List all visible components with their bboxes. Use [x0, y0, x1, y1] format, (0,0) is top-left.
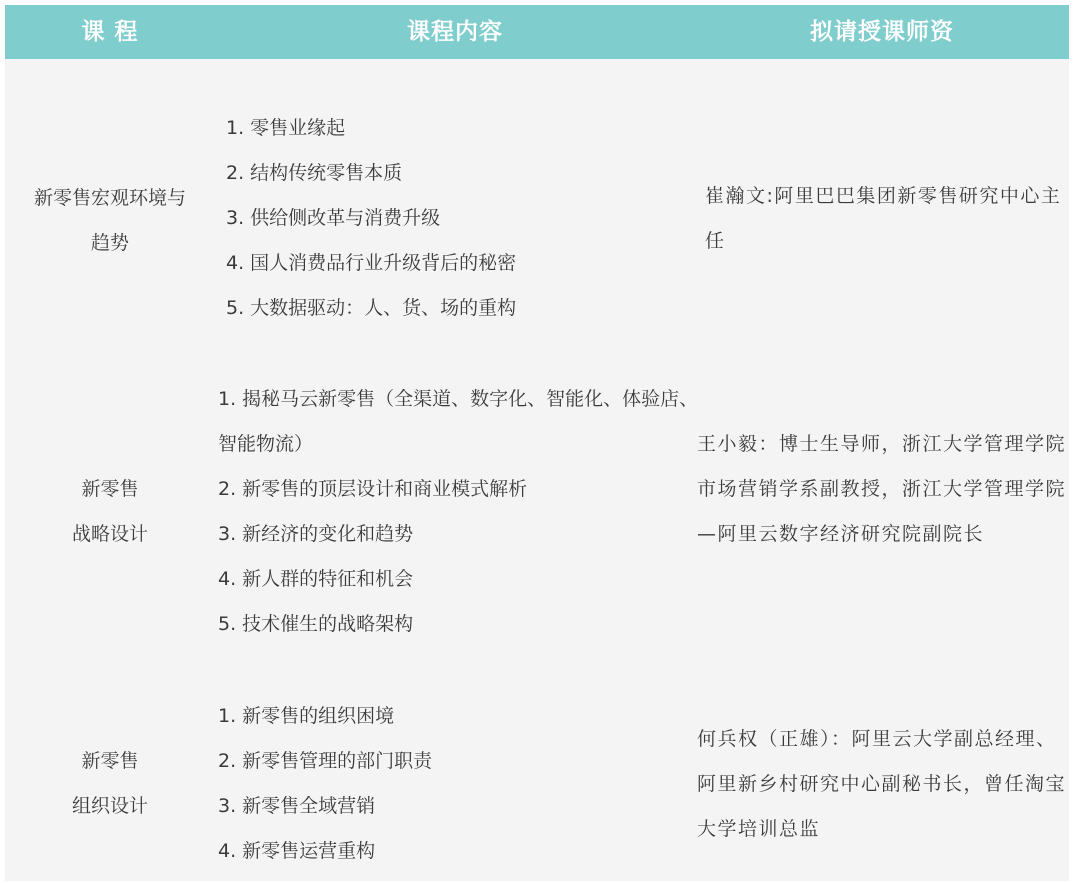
table-row — [5, 106, 1069, 336]
course-name: 新零售宏观环境与 趋势 — [33, 187, 186, 254]
list-item: 2. 结构传统零售本质 — [226, 162, 403, 184]
list-item: 2. 新零售的顶层设计和商业模式解析 — [218, 478, 528, 500]
table-row — [5, 377, 1069, 647]
list-item: 4. 新零售运营重构 — [218, 840, 376, 862]
course-name: 新零售 战略设计 — [71, 478, 148, 545]
header-content: 课程内容 — [407, 19, 503, 45]
list-item: 4. 国人消费品行业升级背后的秘密 — [226, 252, 517, 274]
list-item: 5. 大数据驱动：人、货、场的重构 — [226, 297, 517, 319]
list-item: 2. 新零售管理的部门职责 — [218, 750, 433, 772]
course-content-list — [218, 694, 668, 874]
teacher-info: 何兵权（正雄）：阿里云大学副总经理、阿里新乡村研究中心副秘书长，曾任淘宝大学培训总监 — [697, 728, 1067, 840]
table-header — [5, 5, 1069, 59]
course-table — [5, 5, 1069, 881]
header-teacher: 拟请授课师资 — [810, 19, 954, 45]
header-course: 课 程 — [81, 19, 139, 45]
list-item: 1. 零售业缘起 — [226, 117, 346, 139]
list-item: 3. 新零售全域营销 — [218, 795, 376, 817]
teacher-info: 崔瀚文:阿里巴巴集团新零售研究中心主任 — [705, 185, 1062, 252]
table-row — [5, 694, 1069, 874]
list-item: 3. 供给侧改革与消费升级 — [226, 207, 441, 229]
course-name: 新零售 组织设计 — [71, 750, 148, 817]
list-item: 5. 技术催生的战略架构 — [218, 613, 414, 635]
teacher-info: 王小毅：博士生导师，浙江大学管理学院市场营销学系副教授，浙江大学管理学院—阿里云数字经济研究院副院长 — [697, 433, 1067, 545]
course-content-list — [226, 106, 676, 331]
list-item: 1. 新零售的组织困境 — [218, 705, 395, 727]
list-item: 4. 新人群的特征和机会 — [218, 568, 414, 590]
list-item: 3. 新经济的变化和趋势 — [218, 523, 414, 545]
list-item: 1. 揭秘马云新零售（全渠道、数字化、智能化、体验店、智能物流） — [218, 388, 699, 455]
course-content-list — [218, 377, 700, 647]
